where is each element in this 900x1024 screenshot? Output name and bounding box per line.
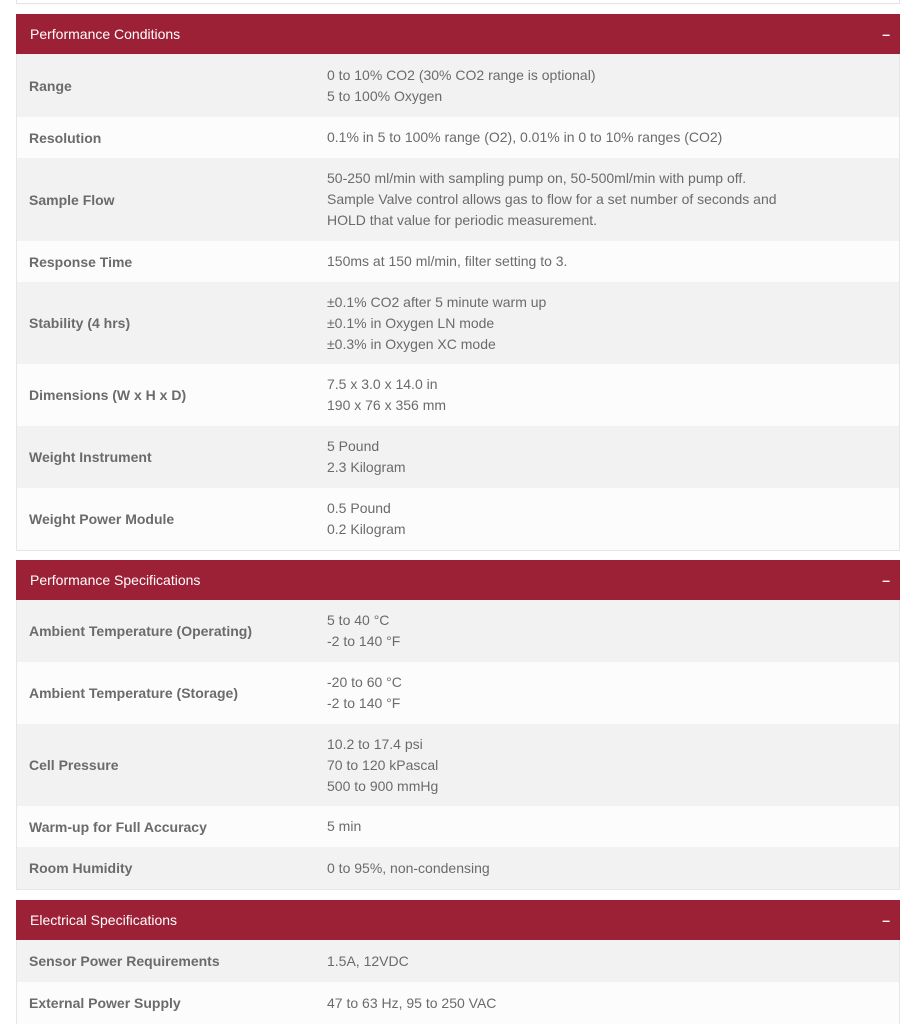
spec-value-line: 5 to 100% Oxygen xyxy=(327,87,443,104)
spec-value xyxy=(327,168,899,231)
spec-value xyxy=(327,858,899,879)
spec-value xyxy=(327,993,899,1014)
section-title: Performance Specifications xyxy=(30,572,201,588)
collapse-icon[interactable]: – xyxy=(882,912,890,928)
spec-value-line: 50-250 ml/min with sampling pump on, 50-500ml/min with pump off. xyxy=(327,170,747,186)
spec-label: Range xyxy=(29,77,72,94)
spec-label: Ambient Temperature (Operating) xyxy=(29,623,252,639)
spec-value-line: HOLD that value for periodic measurement. xyxy=(327,212,598,228)
spec-value-line: -2 to 140 °F xyxy=(327,695,401,711)
section-header[interactable] xyxy=(16,560,900,600)
spec-value xyxy=(327,292,899,355)
spec-label: Cell Pressure xyxy=(29,757,119,773)
table-row xyxy=(17,282,899,364)
spec-label: Warm-up for Full Accuracy xyxy=(29,818,207,835)
table-row xyxy=(17,982,899,1024)
table-row xyxy=(17,426,899,488)
spec-value-line: 70 to 120 kPascal xyxy=(327,756,439,773)
spec-label: Weight Instrument xyxy=(29,449,152,465)
spec-value-line: 500 to 900 mmHg xyxy=(327,777,439,794)
spec-value-line: ±0.1% in Oxygen LN mode xyxy=(327,314,495,331)
spec-label: Stability (4 hrs) xyxy=(29,315,131,331)
spec-label: Sensor Power Requirements xyxy=(29,953,220,969)
spec-value-line: 150ms at 150 ml/min, filter setting to 3. xyxy=(327,253,568,269)
spec-value-line: 5 min xyxy=(327,818,362,834)
spec-value xyxy=(327,672,899,714)
spec-value-line: 1.5A, 12VDC xyxy=(327,952,409,969)
table-row xyxy=(17,54,899,117)
table-row xyxy=(17,806,899,847)
section-header[interactable] xyxy=(16,900,900,940)
table-row xyxy=(17,847,899,889)
spec-value-line: -20 to 60 °C xyxy=(327,674,402,690)
table-row xyxy=(17,158,899,241)
spec-value-line: 0 to 10% CO2 (30% CO2 range is optional) xyxy=(327,66,596,83)
table-row xyxy=(17,662,899,724)
spec-label: External Power Supply xyxy=(29,995,181,1011)
spec-value xyxy=(327,610,899,652)
section-title: Electrical Specifications xyxy=(30,912,178,928)
collapse-icon[interactable]: – xyxy=(882,572,890,588)
spec-value-line: 0.2 Kilogram xyxy=(327,521,406,537)
spec-value-line: 5 to 40 °C xyxy=(327,612,390,628)
spec-label: Sample Flow xyxy=(29,191,115,208)
spec-value-line: 0 to 95%, non-condensing xyxy=(327,859,490,876)
spec-value-line: ±0.1% CO2 after 5 minute warm up xyxy=(327,293,547,310)
spec-value xyxy=(327,951,899,972)
spec-value xyxy=(327,374,899,416)
spec-label: Weight Power Module xyxy=(29,511,175,527)
spec-value-line: 47 to 63 Hz, 95 to 250 VAC xyxy=(327,994,497,1011)
section-header[interactable] xyxy=(16,14,900,54)
section-performance-specifications xyxy=(16,560,900,890)
table-row xyxy=(17,117,899,158)
spec-value-line: 5 Pound xyxy=(327,438,380,454)
table-row xyxy=(17,724,899,806)
section-electrical-specifications xyxy=(16,900,900,1024)
spec-label: Room Humidity xyxy=(29,860,133,876)
spec-value-line: 10.2 to 17.4 psi xyxy=(327,735,423,752)
spec-value xyxy=(327,734,899,797)
spec-table xyxy=(16,600,900,890)
spec-value-line: ±0.3% in Oxygen XC mode xyxy=(327,335,496,352)
spec-value xyxy=(327,65,899,107)
spec-value-line: 190 x 76 x 356 mm xyxy=(327,397,447,413)
spec-label: Response Time xyxy=(29,253,133,270)
table-row xyxy=(17,241,899,282)
spec-value xyxy=(327,498,899,540)
spec-value-line: 0.5 Pound xyxy=(327,500,391,516)
table-row xyxy=(17,940,899,982)
section-title: Performance Conditions xyxy=(30,26,181,42)
spec-label: Resolution xyxy=(29,129,102,146)
table-row xyxy=(17,488,899,550)
spec-table xyxy=(16,54,900,551)
spec-value xyxy=(327,127,899,148)
spec-label: Ambient Temperature (Storage) xyxy=(29,685,238,701)
spec-value xyxy=(327,251,899,272)
spec-value-line: 2.3 Kilogram xyxy=(327,459,406,475)
previous-section-bottom-border xyxy=(16,0,900,4)
spec-value-line: Sample Valve control allows gas to flow for a set number of seconds and xyxy=(327,191,777,207)
section-performance-conditions xyxy=(16,14,900,551)
spec-value xyxy=(327,816,899,837)
spec-value-line: -2 to 140 °F xyxy=(327,633,401,649)
spec-value-line: 7.5 x 3.0 x 14.0 in xyxy=(327,376,438,392)
spec-value xyxy=(327,436,899,478)
spec-table xyxy=(16,940,900,1024)
table-row xyxy=(17,364,899,426)
spec-label: Dimensions (W x H x D) xyxy=(29,387,187,403)
table-row xyxy=(17,600,899,662)
spec-value-line: 0.1% in 5 to 100% range (O2), 0.01% in 0 to 10% ranges (CO2) xyxy=(327,129,723,145)
collapse-icon[interactable]: – xyxy=(882,26,890,42)
